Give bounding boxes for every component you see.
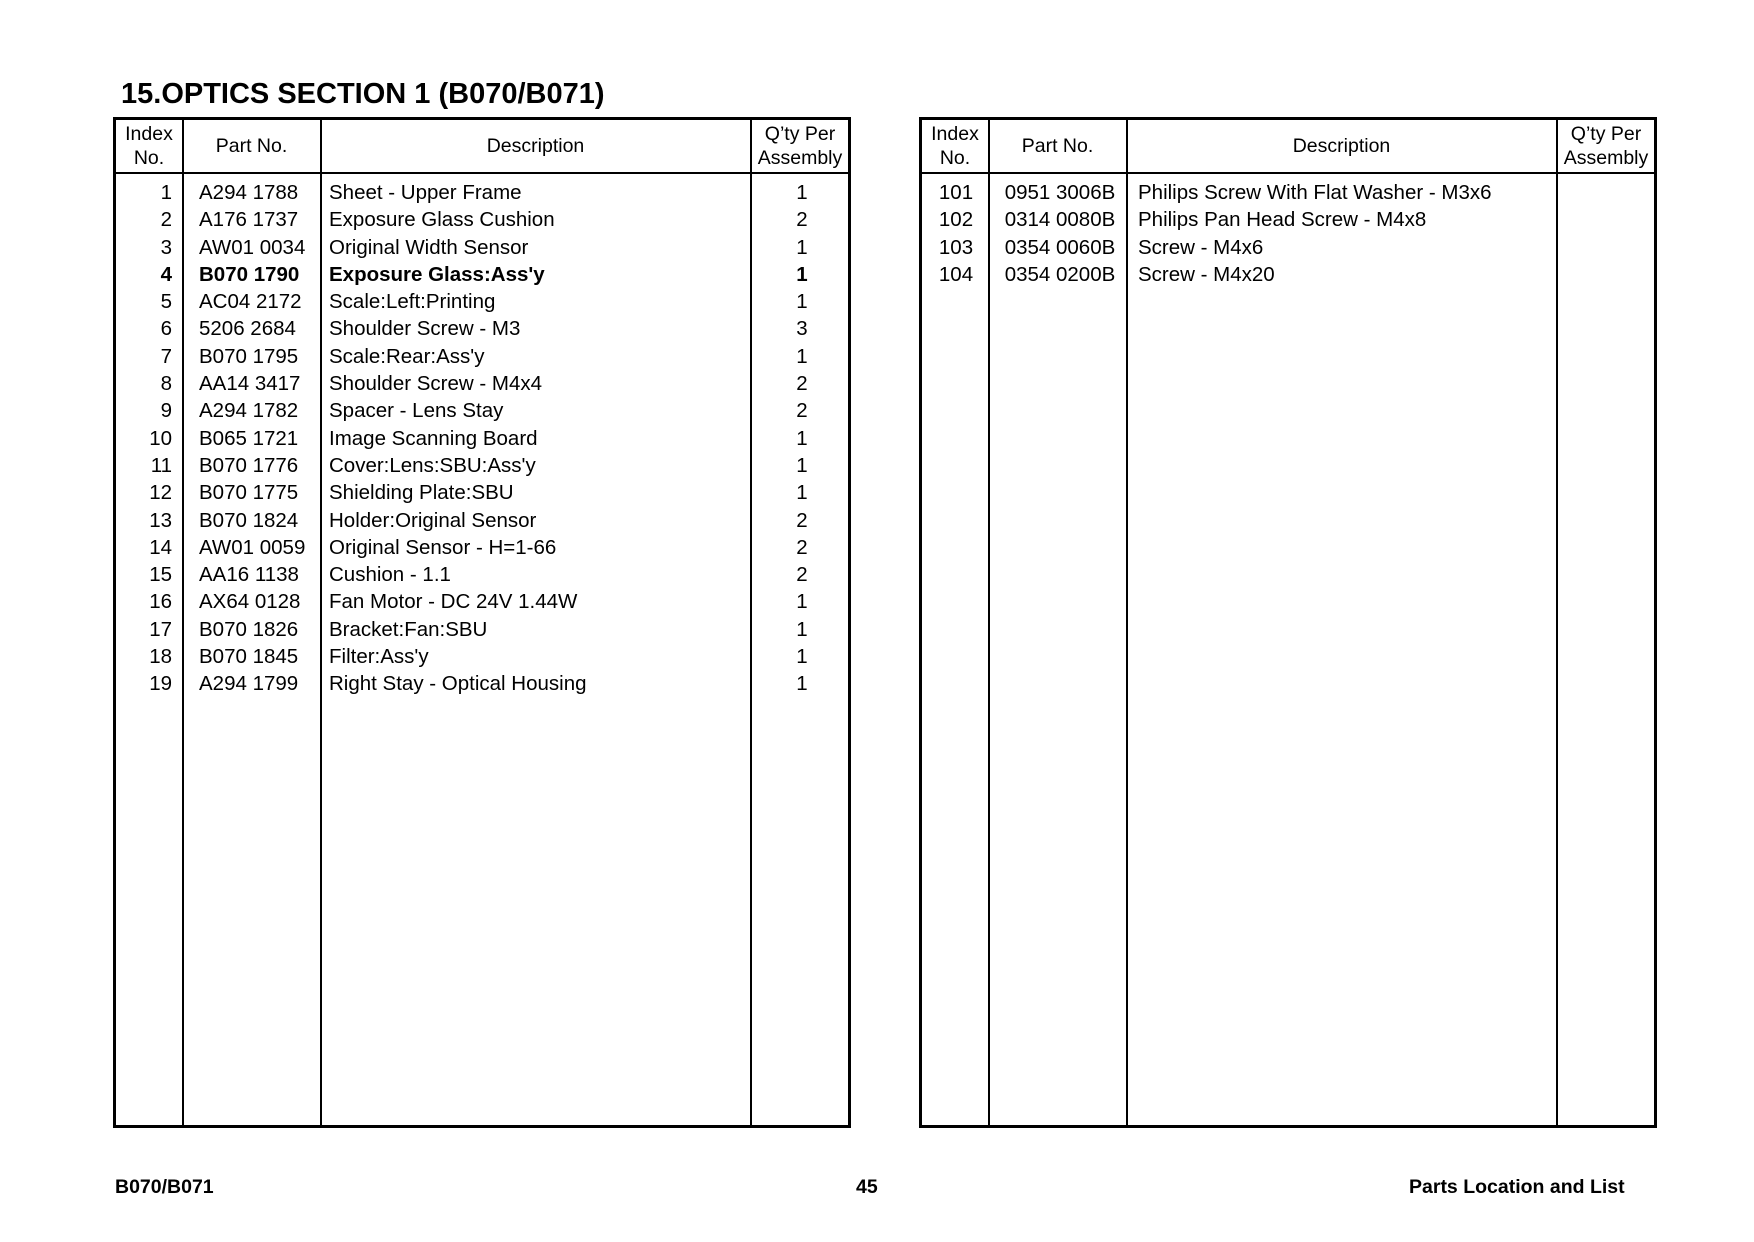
quantity-cell: 2 <box>796 399 808 423</box>
description-cell: Holder:Original Sensor <box>329 508 537 532</box>
index-cell: 14 <box>149 535 172 559</box>
index-cell: 102 <box>938 208 974 232</box>
part-number-cell: 0314 0080B <box>1004 208 1116 232</box>
table-body-right <box>922 179 1654 288</box>
index-cell: 19 <box>149 672 172 696</box>
table-row <box>116 397 848 424</box>
header-description: Description <box>1292 135 1391 157</box>
description-cell: Cushion - 1.1 <box>329 563 451 587</box>
page-title: 15.OPTICS SECTION 1 (B070/B071) <box>121 78 605 110</box>
index-cell: 15 <box>149 563 172 587</box>
table-body-left <box>116 179 848 698</box>
description-cell: Image Scanning Board <box>329 426 538 450</box>
part-number-cell: 0951 3006B <box>1004 181 1116 204</box>
part-number-cell: 5206 2684 <box>199 317 296 341</box>
table-row <box>116 206 848 233</box>
table-row <box>116 670 848 697</box>
parts-table-right <box>919 117 1657 1128</box>
description-cell: Filter:Ass'y <box>329 645 429 669</box>
description-cell: Cover:Lens:SBU:Ass'y <box>329 453 536 477</box>
part-number-cell: AA16 1138 <box>199 563 299 587</box>
header-index: Index No. <box>125 123 173 169</box>
index-cell: 8 <box>160 372 172 396</box>
index-cell: 5 <box>160 290 172 314</box>
description-cell: Philips Pan Head Screw - M4x8 <box>1138 208 1427 232</box>
table-row <box>116 588 848 615</box>
index-cell: 18 <box>149 645 172 669</box>
part-number-cell: AC04 2172 <box>199 290 302 314</box>
table-row <box>116 452 848 479</box>
quantity-cell: 3 <box>796 317 808 341</box>
quantity-cell: 1 <box>796 453 808 477</box>
header-divider <box>116 172 848 174</box>
part-number-cell: A294 1799 <box>199 672 299 696</box>
description-cell: Original Width Sensor <box>329 235 529 259</box>
header-part-no: Part No. <box>215 135 288 157</box>
quantity-cell: 1 <box>796 590 808 614</box>
quantity-cell: 2 <box>796 563 808 587</box>
table-row <box>116 643 848 670</box>
part-number-cell: AX64 0128 <box>199 590 301 614</box>
table-row <box>116 179 848 206</box>
part-number-cell: B070 1795 <box>199 344 299 368</box>
part-number-cell: B070 1824 <box>199 508 299 532</box>
header-divider <box>922 172 1654 174</box>
table-row <box>116 507 848 534</box>
description-cell: Right Stay - Optical Housing <box>329 672 587 696</box>
description-cell: Sheet - Upper Frame <box>329 181 522 204</box>
table-row <box>116 534 848 561</box>
index-cell: 4 <box>160 262 172 286</box>
quantity-cell: 2 <box>796 508 808 532</box>
header-qty: Q’ty Per Assembly <box>1563 123 1649 169</box>
table-row <box>116 425 848 452</box>
part-number-cell: A294 1788 <box>199 181 299 204</box>
quantity-cell: 1 <box>796 262 808 286</box>
index-cell: 9 <box>160 399 172 423</box>
quantity-cell: 1 <box>796 672 808 696</box>
index-cell: 11 <box>150 453 172 477</box>
part-number-cell: AW01 0059 <box>199 535 306 559</box>
description-cell: Spacer - Lens Stay <box>329 399 504 423</box>
quantity-cell: 2 <box>796 535 808 559</box>
description-cell: Scale:Left:Printing <box>329 290 496 314</box>
description-cell: Shielding Plate:SBU <box>329 481 514 505</box>
part-number-cell: B070 1775 <box>199 481 299 505</box>
table-row <box>116 561 848 588</box>
part-number-cell: A294 1782 <box>199 399 299 423</box>
index-cell: 103 <box>938 235 974 259</box>
part-number-cell: A176 1737 <box>199 208 299 232</box>
table-row <box>116 288 848 315</box>
index-cell: 7 <box>160 344 172 368</box>
part-number-cell: 0354 0060B <box>1004 235 1116 259</box>
index-cell: 10 <box>149 426 172 450</box>
table-row <box>116 343 848 370</box>
index-cell: 16 <box>149 590 172 614</box>
quantity-cell: 1 <box>796 235 808 259</box>
footer-page-number: 45 <box>856 1176 878 1198</box>
table-row <box>116 479 848 506</box>
index-cell: 1 <box>160 181 172 204</box>
table-row <box>116 261 848 288</box>
description-cell: Screw - M4x6 <box>1138 235 1264 259</box>
index-cell: 17 <box>149 617 172 641</box>
description-cell: Exposure Glass Cushion <box>329 208 555 232</box>
description-cell: Exposure Glass:Ass'y <box>329 262 545 286</box>
index-cell: 2 <box>160 208 172 232</box>
quantity-cell: 1 <box>796 617 808 641</box>
footer-section-name: Parts Location and List <box>1409 1176 1625 1198</box>
index-cell: 101 <box>938 181 974 204</box>
quantity-cell: 1 <box>796 181 808 204</box>
table-row <box>922 179 1654 206</box>
quantity-cell: 1 <box>796 426 808 450</box>
part-number-cell: AA14 3417 <box>199 372 301 396</box>
quantity-cell: 1 <box>796 481 808 505</box>
header-description: Description <box>486 135 585 157</box>
table-row <box>116 616 848 643</box>
description-cell: Original Sensor - H=1-66 <box>329 535 557 559</box>
quantity-cell: 1 <box>796 645 808 669</box>
quantity-cell: 1 <box>796 344 808 368</box>
table-row <box>922 234 1654 261</box>
part-number-cell: AW01 0034 <box>199 235 306 259</box>
description-cell: Scale:Rear:Ass'y <box>329 344 485 368</box>
part-number-cell: B070 1845 <box>199 645 299 669</box>
index-cell: 13 <box>149 508 172 532</box>
quantity-cell: 2 <box>796 372 808 396</box>
parts-table-left <box>113 117 851 1128</box>
index-cell: 3 <box>160 235 172 259</box>
table-row <box>922 261 1654 288</box>
quantity-cell: 2 <box>796 208 808 232</box>
index-cell: 12 <box>149 481 172 505</box>
table-row <box>116 370 848 397</box>
description-cell: Shoulder Screw - M4x4 <box>329 372 543 396</box>
index-cell: 6 <box>160 317 172 341</box>
quantity-cell: 1 <box>796 290 808 314</box>
header-index: Index No. <box>931 123 979 169</box>
table-row <box>116 234 848 261</box>
part-number-cell: B070 1826 <box>199 617 299 641</box>
part-number-cell: B070 1776 <box>199 453 299 477</box>
part-number-cell: B070 1790 <box>199 262 300 286</box>
description-cell: Bracket:Fan:SBU <box>329 617 488 641</box>
footer-model: B070/B071 <box>115 1176 214 1198</box>
description-cell: Fan Motor - DC 24V 1.44W <box>329 590 578 614</box>
header-qty: Q’ty Per Assembly <box>757 123 843 169</box>
index-cell: 104 <box>938 262 974 286</box>
description-cell: Shoulder Screw - M3 <box>329 317 521 341</box>
part-number-cell: B065 1721 <box>199 426 299 450</box>
header-part-no: Part No. <box>1021 135 1094 157</box>
description-cell: Philips Screw With Flat Washer - M3x6 <box>1138 181 1492 204</box>
table-row <box>116 315 848 342</box>
table-row <box>922 206 1654 233</box>
part-number-cell: 0354 0200B <box>1004 262 1116 286</box>
description-cell: Screw - M4x20 <box>1138 262 1275 286</box>
